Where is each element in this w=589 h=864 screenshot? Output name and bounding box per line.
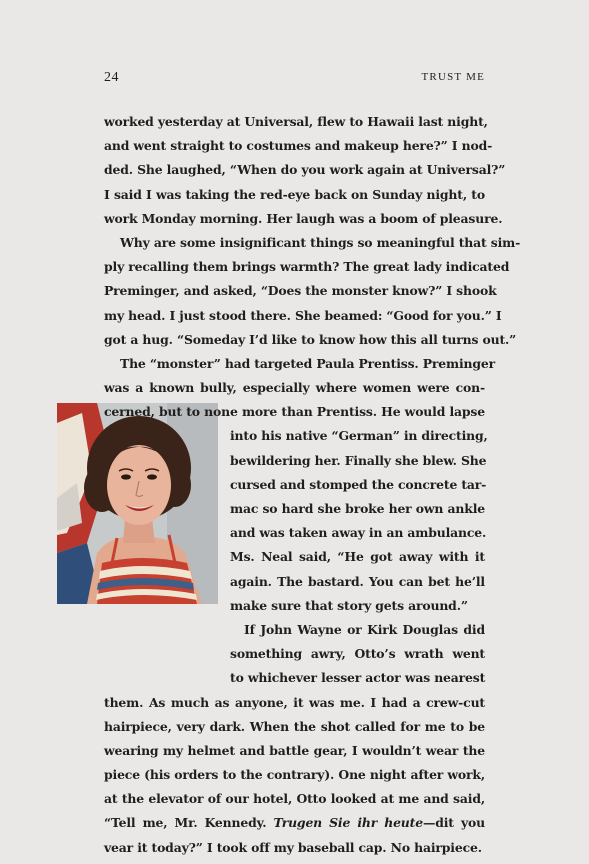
text-line: make sure that story gets around.” <box>230 597 468 613</box>
text-line: got a hug. “Someday I’d like to know how this all turns out.” <box>104 331 517 347</box>
text-line: Why are some insignificant things so meaningful that sim- <box>120 234 521 250</box>
text-line: The “monster” had targeted Paula Prentiss. Preminger <box>120 355 496 371</box>
text-line: If John Wayne or Kirk Douglas did <box>244 621 485 637</box>
text-line: ded. She laughed, “When do you work again at Universal?” <box>104 162 506 178</box>
text-line: worked yesterday at Universal, flew to Hawaii last night, <box>104 114 488 129</box>
text-line: work Monday morning. Her laugh was a boom of pleasure. <box>104 210 503 226</box>
page-number: 24 <box>104 70 119 85</box>
text-segment: —dit you <box>422 815 485 831</box>
text-line: bewildering her. Finally she blew. She <box>230 452 487 468</box>
text-line-mixed <box>104 811 485 835</box>
text-line: and went straight to costumes and makeup here?” I nod- <box>104 138 493 154</box>
text-line: to whichever lesser actor was nearest <box>230 670 486 686</box>
text-line: ply recalling them brings warmth? The great lady indicated <box>104 259 510 275</box>
text-line: Ms. Neal said, “He got away with it <box>230 549 485 565</box>
text-line: into his native “German” in directing, <box>230 428 488 444</box>
text-line: again. The bastard. You can bet he’ll <box>230 573 485 589</box>
text-line: my head. I just stood there. She beamed: “Good for you.” I <box>104 307 502 323</box>
text-line: hairpiece, very dark. When the shot called for me to be <box>104 718 485 734</box>
text-line: cerned, but to none more than Prentiss. He would lapse <box>104 404 485 420</box>
text-line: mac so hard she broke her own ankle <box>230 501 485 516</box>
page-header <box>104 70 485 90</box>
running-head: TRUST ME <box>421 71 485 83</box>
text-line: Preminger, and asked, “Does the monster know?” I shook <box>104 283 497 299</box>
text-line: cursed and stomped the concrete tar- <box>230 476 487 492</box>
text-line: piece (his orders to the contrary). One night after work, <box>104 767 485 783</box>
text-line: them. As much as anyone, it was me. I had a crew-cut <box>104 694 485 710</box>
text-line: was a known bully, especially where women were con- <box>104 380 485 396</box>
text-segment: “Tell me, Mr. Kennedy. <box>104 815 274 831</box>
text-line: something awry, Otto’s wrath went <box>230 646 485 662</box>
text-line: at the elevator of our hotel, Otto looked at me and said, <box>104 791 485 807</box>
text-line: and was taken away in an ambulance. <box>230 525 487 541</box>
german-phrase: Trugen Sie ihr heute <box>273 815 423 831</box>
text-line: vear it today?” I took off my baseball cap. No hairpiece. <box>104 839 482 855</box>
text-line: wearing my helmet and battle gear, I wouldn’t wear the <box>104 742 485 758</box>
text-line: I said I was taking the red-eye back on Sunday night, to <box>104 186 485 202</box>
body-text <box>104 110 521 860</box>
